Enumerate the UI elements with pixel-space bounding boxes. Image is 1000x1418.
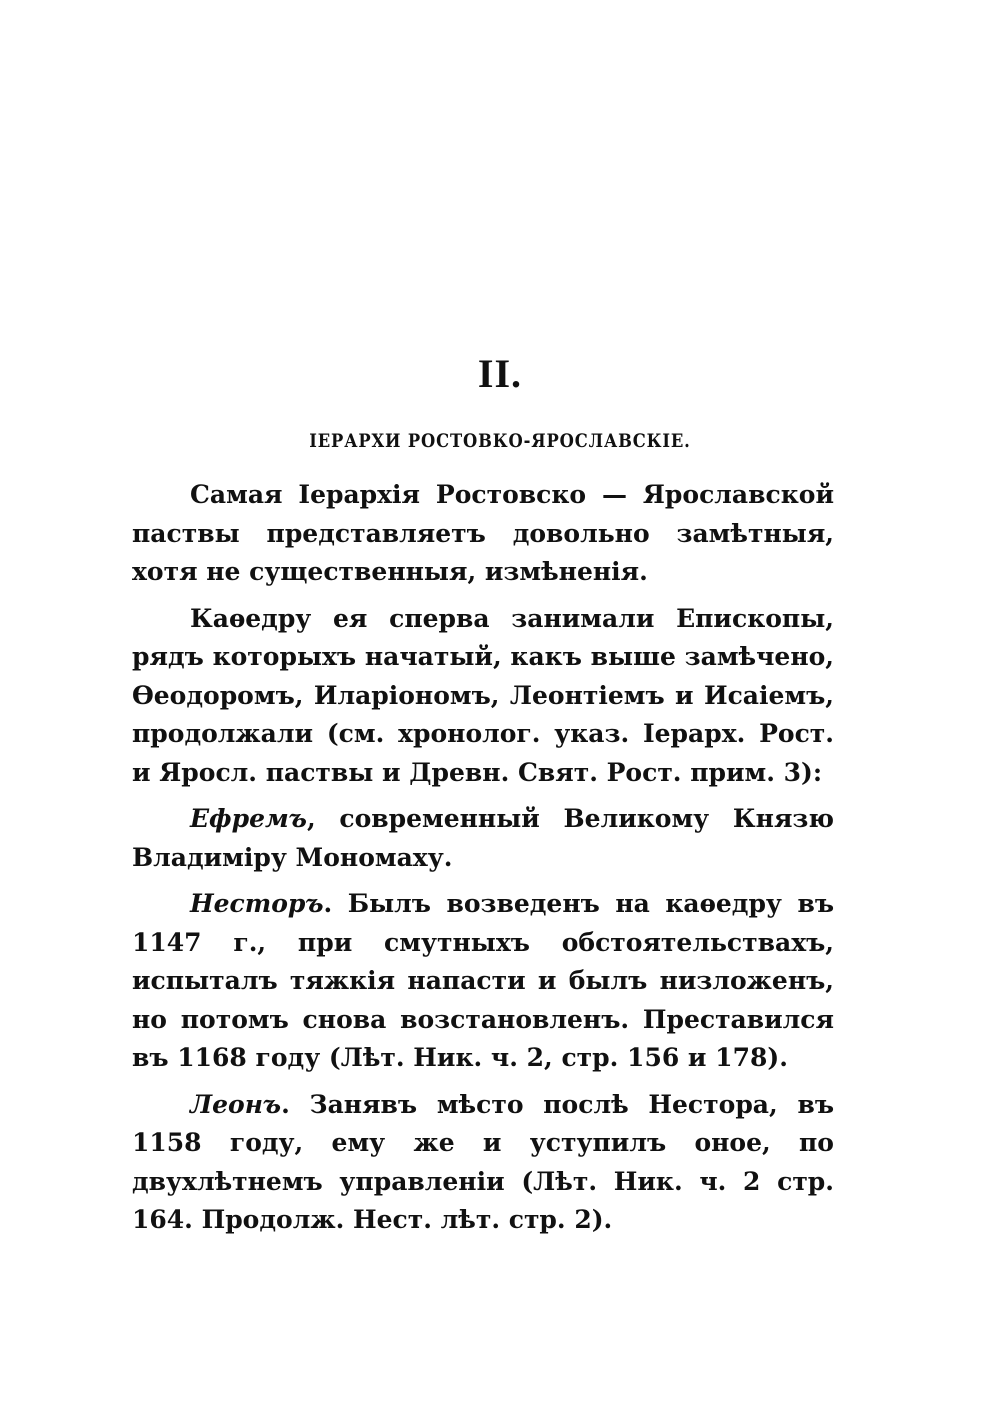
paragraph-bishops-text: Каѳедру ея сперва занимали Епископы, рядъ которыхъ начатый, какъ выше замѣчено, Ѳеодоромъ, Иларiономъ, Леонтiемъ и Исаiемъ, продолжали (см. хронолог. указ. Iерарх. Рост. и Яросл. паствы и Древн. Свят. Рост. прим. 3): <box>132 603 834 787</box>
bishop-name-nestor: Несторъ <box>190 889 324 918</box>
paragraph-nestor-text: . Былъ возведенъ на каѳедру въ 1147 г., при смутныхъ обстоятельствахъ, испыталъ тяжкiя напасти и былъ низложенъ, но потомъ снова возстановленъ. Преставился въ 1168 году (Лѣт. Ник. ч. 2, стр. 156 и 178). <box>132 889 834 1072</box>
paragraph-efrem-text: , современный Великому Князю Владимiру Мономаху. <box>132 804 834 872</box>
paragraph-leon-text: . Занявъ мѣсто послѣ Нестора, въ 1158 году, ему же и уступилъ оное, по двухлѣтнемъ управленiи (Лѣт. Ник. ч. 2 стр. 164. Продолж. Нест. лѣт. стр. 2). <box>132 1089 834 1234</box>
body-text <box>132 476 834 1248</box>
paragraph-intro <box>132 476 834 592</box>
paragraph-nestor <box>132 885 834 1078</box>
paragraph-efrem <box>132 800 834 877</box>
paragraph-intro-text: Самая Iерархiя Ростовско — Ярославской паствы представляетъ довольно замѣтныя, хотя не существенныя, измѣненiя. <box>132 480 834 586</box>
bishop-name-leon: Леонъ <box>190 1089 282 1119</box>
chapter-number: II. <box>477 351 523 396</box>
bishop-name-efrem: Ефремъ <box>190 804 307 833</box>
paragraph-bishops <box>132 600 834 793</box>
paragraph-leon <box>132 1086 834 1240</box>
section-title: IЕРАРХИ РОСТОВКО-ЯРОСЛАВСКIЕ. <box>309 430 691 452</box>
